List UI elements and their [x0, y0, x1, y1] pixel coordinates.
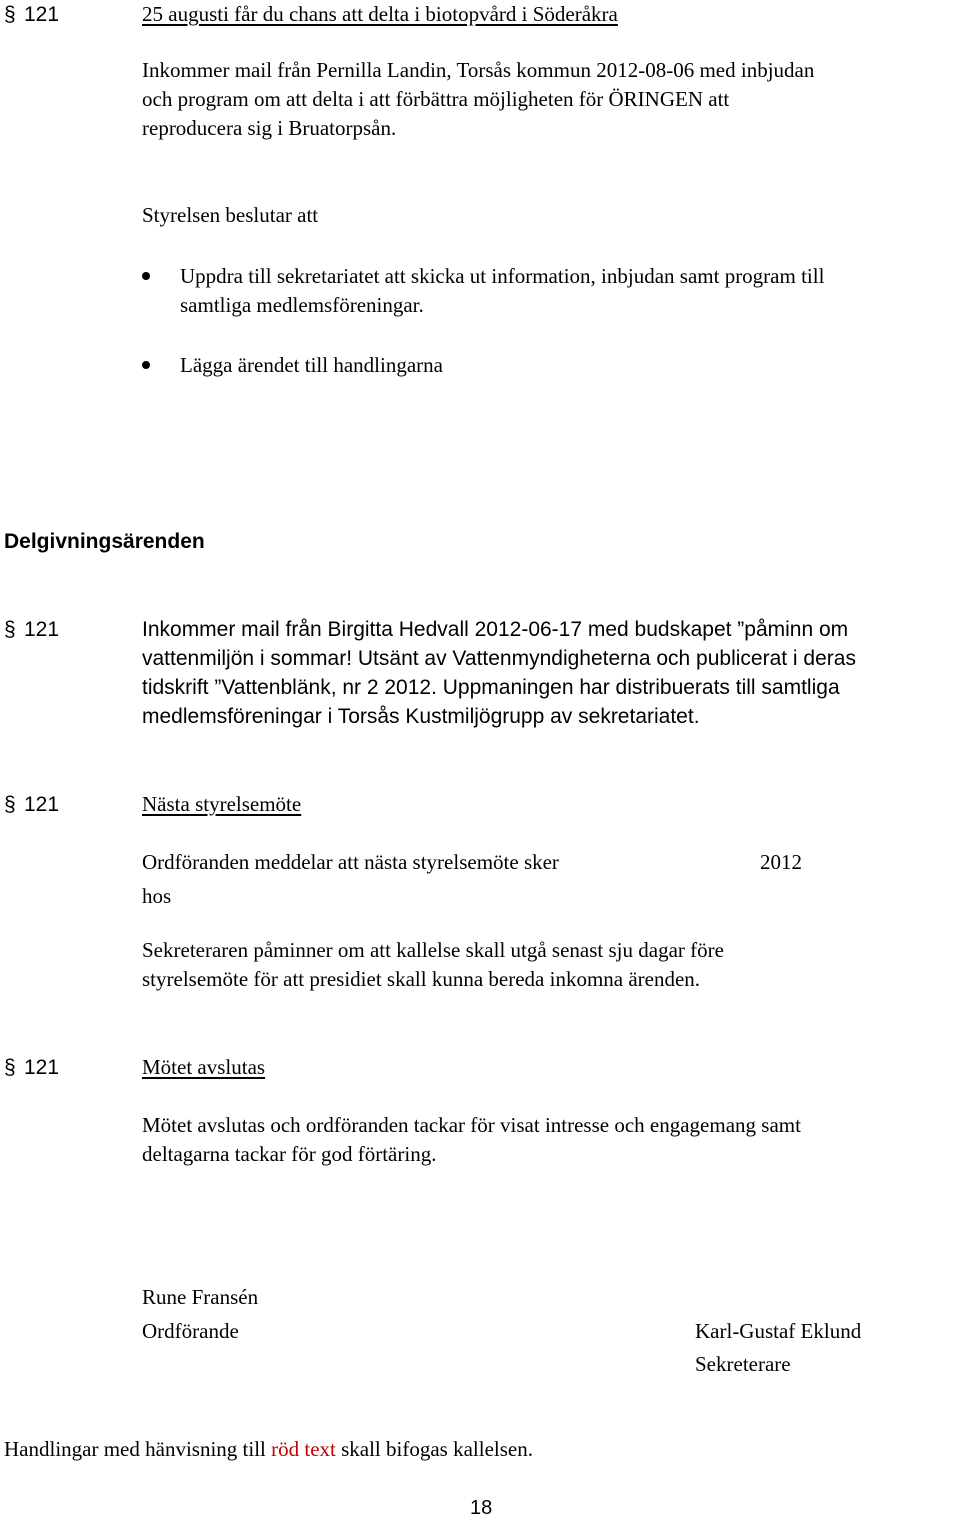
- bullet-icon: [142, 361, 150, 369]
- bullet-text: samtliga medlemsföreningar.: [180, 293, 424, 317]
- bullet-icon: [142, 272, 150, 280]
- body-line: Sekreteraren påminner om att kallelse skall utgå senast sju dagar före: [142, 938, 724, 962]
- paragraph-symbol: §: [4, 793, 16, 816]
- body-line: Inkommer mail från Birgitta Hedvall 2012-06-17 med budskapet ”påminn om: [142, 618, 849, 641]
- body-line: vattenmiljön i sommar! Utsänt av Vattenmyndigheterna och publicerat i deras: [142, 647, 856, 670]
- bullet-text: Lägga ärendet till handlingarna: [180, 353, 443, 377]
- body-line: Inkommer mail från Pernilla Landin, Torsås kommun 2012-08-06 med inbjudan: [142, 58, 815, 82]
- body-line: Ordföranden meddelar att nästa styrelsemöte sker: [142, 850, 559, 874]
- bullet-text: Uppdra till sekretariatet att skicka ut information, inbjudan samt program till: [180, 264, 825, 288]
- body-line: deltagarna tackar för god förtäring.: [142, 1142, 437, 1166]
- secretary-name: Karl-Gustaf Eklund: [695, 1319, 862, 1343]
- red-text-highlight: röd text: [271, 1437, 336, 1461]
- decision-intro: Styrelsen beslutar att: [142, 203, 319, 227]
- item-number: 121: [24, 618, 60, 641]
- item-number: 121: [24, 3, 60, 26]
- meeting-year: 2012: [760, 850, 802, 874]
- item-number: 121: [24, 1056, 60, 1079]
- body-line: hos: [142, 884, 172, 908]
- attachment-note-text: skall bifogas kallelsen.: [335, 1437, 533, 1461]
- body-line: medlemsföreningar i Torsås Kustmiljögrupp av sekretariatet.: [142, 705, 700, 728]
- chair-title: Ordförande: [142, 1319, 239, 1343]
- chair-name: Rune Fransén: [142, 1285, 259, 1309]
- item-number: 121: [24, 793, 60, 816]
- page-number: 18: [470, 1497, 493, 1519]
- section-heading: Nästa styrelsemöte: [142, 792, 302, 816]
- paragraph-symbol: §: [4, 3, 16, 26]
- section-heading: Mötet avslutas: [142, 1055, 266, 1079]
- paragraph-symbol: §: [4, 1056, 16, 1079]
- section-heading: Delgivningsärenden: [4, 530, 205, 553]
- secretary-title: Sekreterare: [695, 1352, 791, 1376]
- body-line: styrelsemöte för att presidiet skall kunna bereda inkomna ärenden.: [142, 967, 701, 991]
- section-heading: 25 augusti får du chans att delta i biotopvård i Söderåkra: [142, 2, 618, 26]
- attachment-note: [4, 1435, 533, 1464]
- paragraph-symbol: §: [4, 618, 16, 641]
- body-line: Mötet avslutas och ordföranden tackar för visat intresse och engagemang samt: [142, 1113, 801, 1137]
- body-line: reproducera sig i Bruatorpsån.: [142, 116, 397, 140]
- body-line: och program om att delta i att förbättra möjligheten för ÖRINGEN att: [142, 87, 730, 111]
- body-line: tidskrift ”Vattenblänk, nr 2 2012. Uppmaningen har distribuerats till samtliga: [142, 676, 840, 699]
- attachment-note-text: Handlingar med hänvisning till: [4, 1437, 272, 1461]
